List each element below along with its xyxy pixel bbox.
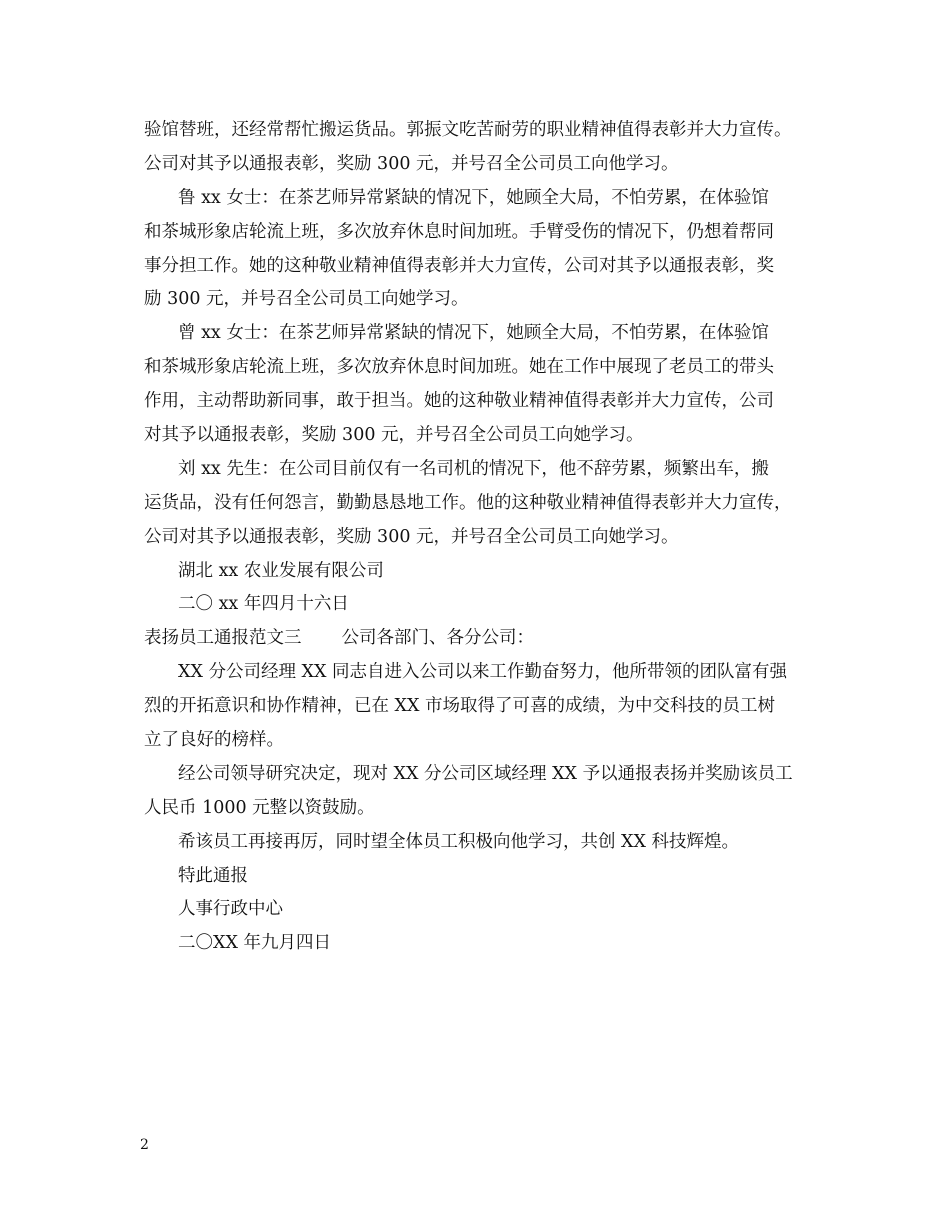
paragraph-line: 公司对其予以通报表彰，奖励 300 元，并号召全公司员工向他学习。	[144, 153, 679, 174]
paragraph-line: 事分担工作。她的这种敬业精神值得表彰并大力宣传，公司对其予以通报表彰，奖	[144, 255, 774, 276]
paragraph-line: 立了良好的榜样。	[144, 730, 284, 751]
paragraph-line: 刘 xx 先生：在公司目前仅有一名司机的情况下，他不辞劳累，频繁出车，搬	[178, 458, 769, 479]
paragraph-line: 运货品，没有任何怨言，勤勤恳恳地工作。他的这种敬业精神值得表彰并大力宣传，	[144, 492, 792, 513]
document-body	[144, 114, 824, 961]
paragraph-line: 励 300 元，并号召全公司员工向她学习。	[144, 289, 469, 310]
section-heading-line	[144, 622, 824, 656]
paragraph-line: 人民币 1000 元整以资鼓励。	[144, 797, 375, 818]
signature-date: 二〇XX 年九月四日	[178, 933, 331, 954]
section-title: 表扬员工通报范文三	[144, 628, 302, 649]
paragraph-line: 公司对其予以通报表彰，奖励 300 元，并号召全公司员工向她学习。	[144, 526, 679, 547]
paragraph-line: 希该员工再接再厉，同时望全体员工积极向他学习，共创 XX 科技辉煌。	[178, 831, 740, 852]
paragraph-line: 经公司领导研究决定，现对 XX 分公司区域经理 XX 予以通报表扬并奖励该员工	[178, 763, 793, 784]
paragraph-line: 烈的开拓意识和协作精神，已在 XX 市场取得了可喜的成绩，为中交科技的员工树	[144, 696, 776, 717]
department-signature: 人事行政中心	[178, 899, 283, 920]
signature-date: 二〇 xx 年四月十六日	[178, 594, 349, 615]
paragraph-line: 和茶城形象店轮流上班，多次放弃休息时间加班。手臂受伤的情况下，仍想着帮同	[144, 221, 774, 242]
paragraph-line: 对其予以通报表彰，奖励 300 元，并号召全公司员工向她学习。	[144, 425, 644, 446]
paragraph-line: 和茶城形象店轮流上班，多次放弃休息时间加班。她在工作中展现了老员工的带头	[144, 357, 774, 378]
paragraph-line: 曾 xx 女士：在茶艺师异常紧缺的情况下，她顾全大局，不怕劳累，在体验馆	[178, 323, 769, 344]
paragraph-line: 鲁 xx 女士：在茶艺师异常紧缺的情况下，她顾全大局，不怕劳累，在体验馆	[178, 187, 769, 208]
paragraph-line: 验馆替班，还经常帮忙搬运货品。郭振文吃苦耐劳的职业精神值得表彰并大力宣传。	[144, 120, 792, 140]
closing-line: 特此通报	[178, 865, 248, 886]
page-number: 2	[140, 1137, 149, 1153]
company-signature: 湖北 xx 农业发展有限公司	[178, 560, 384, 581]
paragraph-line: 作用，主动帮助新同事，敢于担当。她的这种敬业精神值得表彰并大力宣传，公司	[144, 391, 774, 412]
paragraph-line: XX 分公司经理 XX 同志自进入公司以来工作勤奋努力，他所带领的团队富有强	[178, 662, 788, 683]
salutation: 公司各部门、各分公司：	[341, 628, 534, 649]
